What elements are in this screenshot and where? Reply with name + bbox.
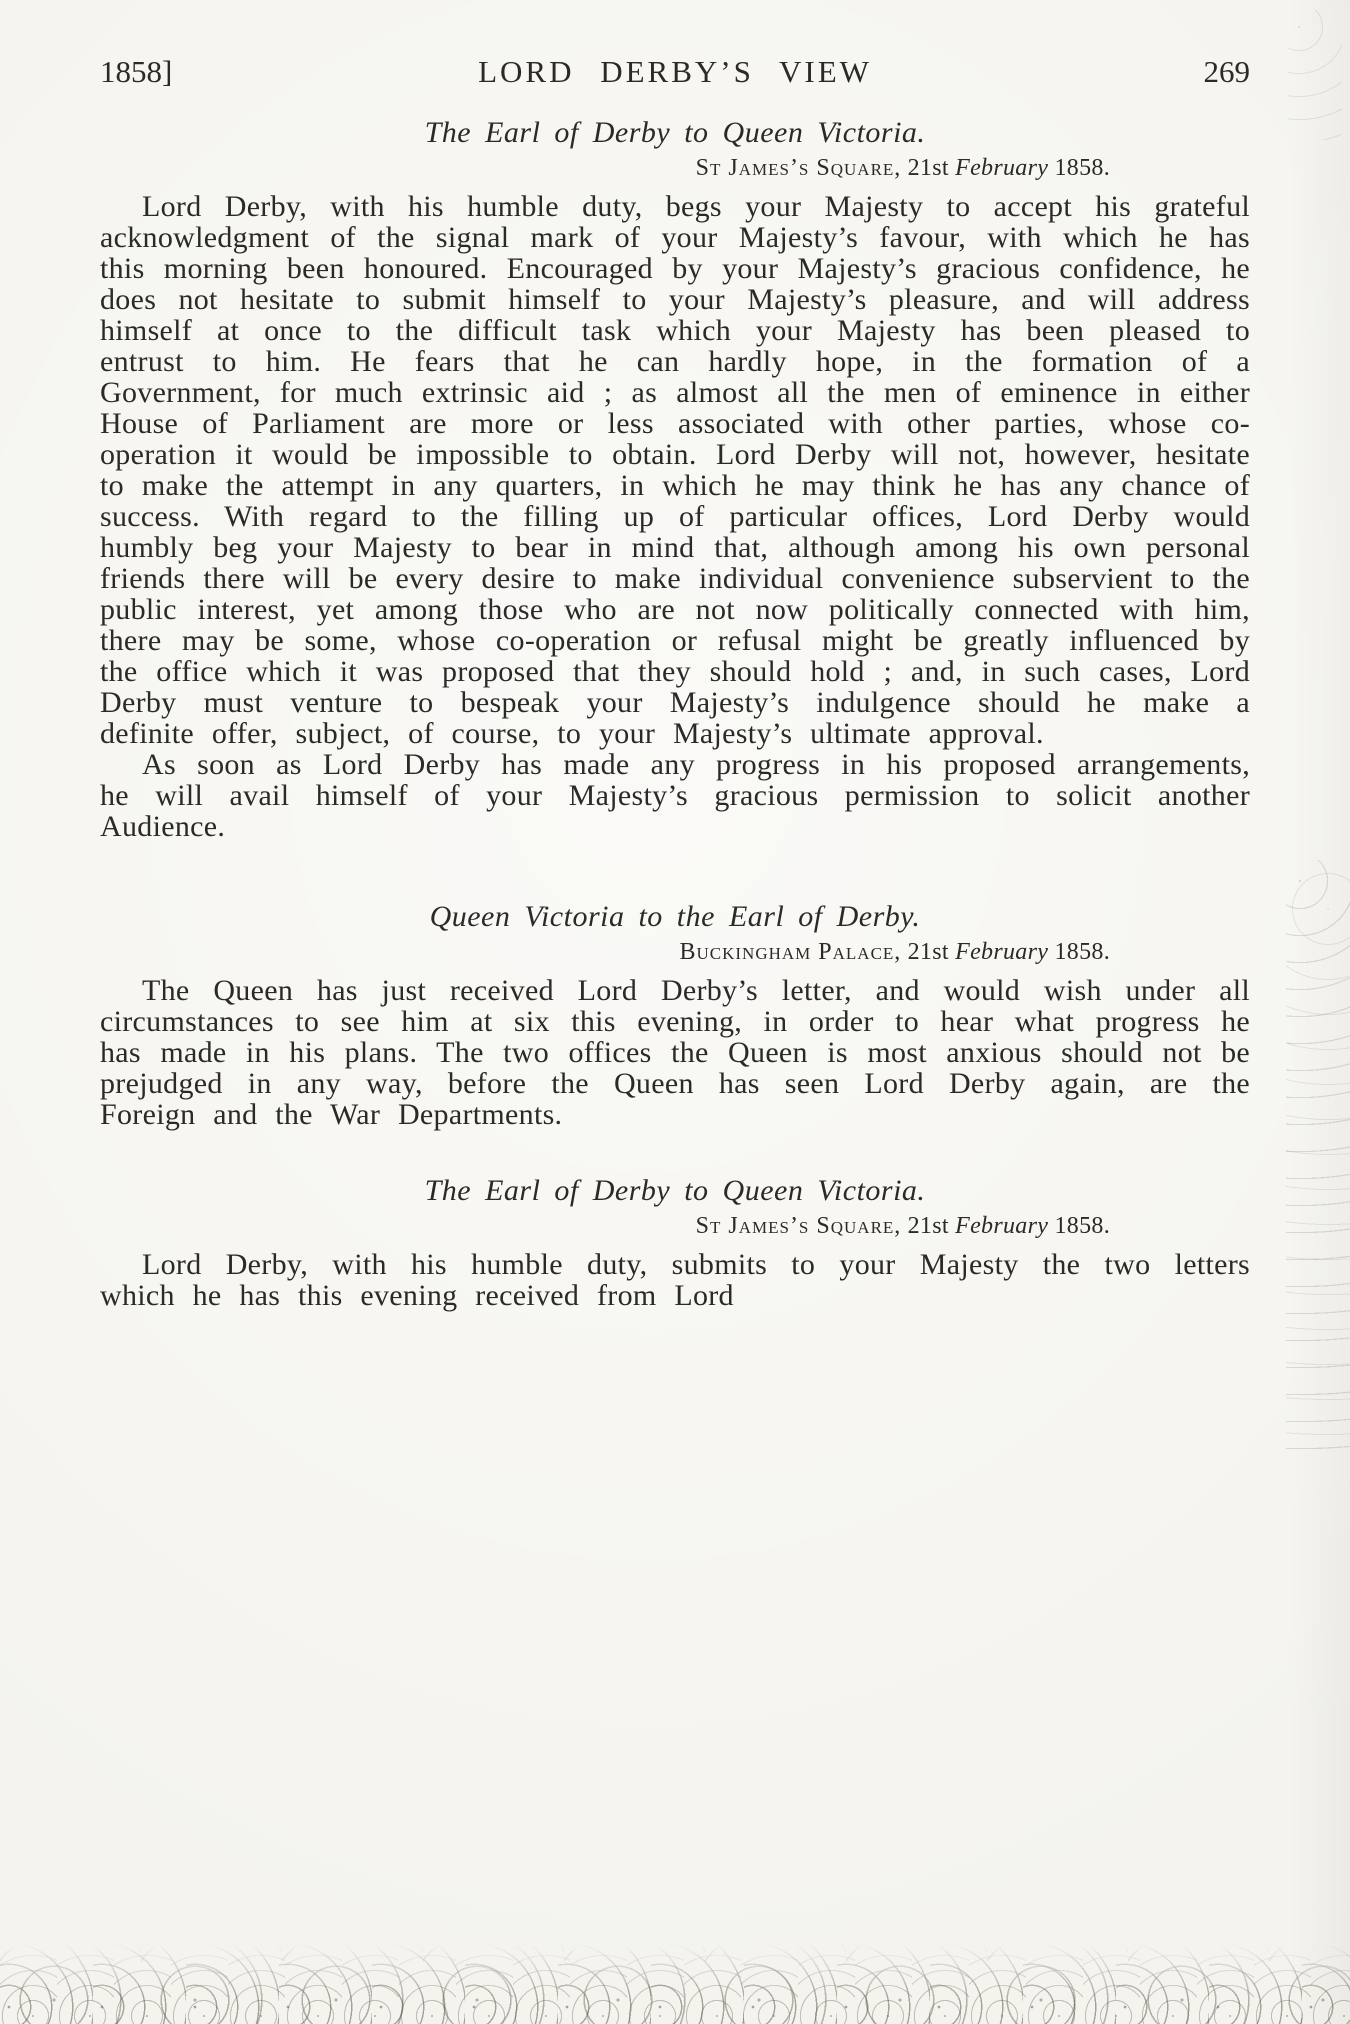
header-title: LORD DERBY’S VIEW (478, 54, 872, 89)
dateline-place: St James’s Square, (695, 1213, 902, 1239)
dateline-year: 1858. (1054, 155, 1110, 181)
running-header (100, 54, 1250, 90)
dateline-month: February (955, 155, 1049, 181)
dateline-day: 21st (907, 1213, 949, 1239)
dateline-day: 21st (907, 155, 949, 181)
letter-paragraph: As soon as Lord Derby has made any progress in his proposed arrangements, he will avail himself of your Majesty’s gracious permission to solicit another Audience. (100, 748, 1250, 843)
dateline-place: Buckingham Palace, (679, 939, 902, 965)
letter-dateline (100, 939, 1250, 966)
letter-paragraph: Lord Derby, with his humble duty, submits to your Majesty the two letters which he has this evening received from Lord (100, 1248, 1250, 1312)
letter-derby-to-victoria-1 (100, 116, 1250, 842)
letter-paragraph: Lord Derby, with his humble duty, begs your Majesty to accept his grateful acknowledgment of the signal mark of your Majesty’s favour, with which he has this morning been honoured. Encouraged by your Majesty’s gracious confidence, he does not hesitate to submit himself to your Majesty’s pleasure, and will address himself at once to the difficult task which your Majesty has been pleased to entrust to him. He fears that he can hardly hope, in the formation of a Government, for much extrinsic aid ; as almost all the men of eminence in either House of Parliament are more or less associated with other parties, whose co-operation it would be impossible to obtain. Lord Derby will not, however, hesitate to make the attempt in any quarters, in which he may think he has any chance of success. With regard to the filling up of particular offices, Lord Derby would humbly beg your Majesty to bear in mind that, although among his own personal friends there will be every desire to make individual convenience subservient to the public interest, yet among those who are not now politically connected with him, there may be some, whose co-operation or refusal might be greatly influenced by the office which it was proposed that they should hold ; and, in such cases, Lord Derby must venture to bespeak your Majesty’s indulgence should he make a definite offer, subject, of course, to your Majesty’s ultimate approval. (100, 190, 1250, 750)
dateline-month: February (955, 939, 1049, 965)
letter-victoria-to-derby (100, 900, 1250, 1130)
header-page-number: 269 (1203, 54, 1250, 89)
letter-title: The Earl of Derby to Queen Victoria. (424, 116, 926, 149)
dateline-day: 21st (907, 939, 949, 965)
scan-noise-right-margin (1286, 860, 1350, 1460)
letter-paragraph: The Queen has just received Lord Derby’s letter, and would wish under all circumstances to see him at six this evening, in order to hear what progress he has made in his plans. The two offices the Queen is most anxious should not be prejudged in any way, before the Queen has seen Lord Derby again, are the Foreign and the War Departments. (100, 974, 1250, 1131)
letter-dateline (100, 1213, 1250, 1240)
dateline-month: February (955, 1213, 1049, 1239)
letter-title: The Earl of Derby to Queen Victoria. (424, 1174, 926, 1207)
dateline-year: 1858. (1054, 939, 1110, 965)
letter-title: Queen Victoria to the Earl of Derby. (429, 900, 921, 933)
letter-derby-to-victoria-2 (100, 1174, 1250, 1311)
dateline-place: St James’s Square, (695, 155, 902, 181)
header-year-label: 1858] (100, 54, 173, 89)
scan-noise-top-right (1288, 10, 1342, 140)
letter-dateline (100, 155, 1250, 182)
dateline-year: 1858. (1054, 1213, 1110, 1239)
scan-noise-bottom-edge (0, 1944, 1350, 2024)
